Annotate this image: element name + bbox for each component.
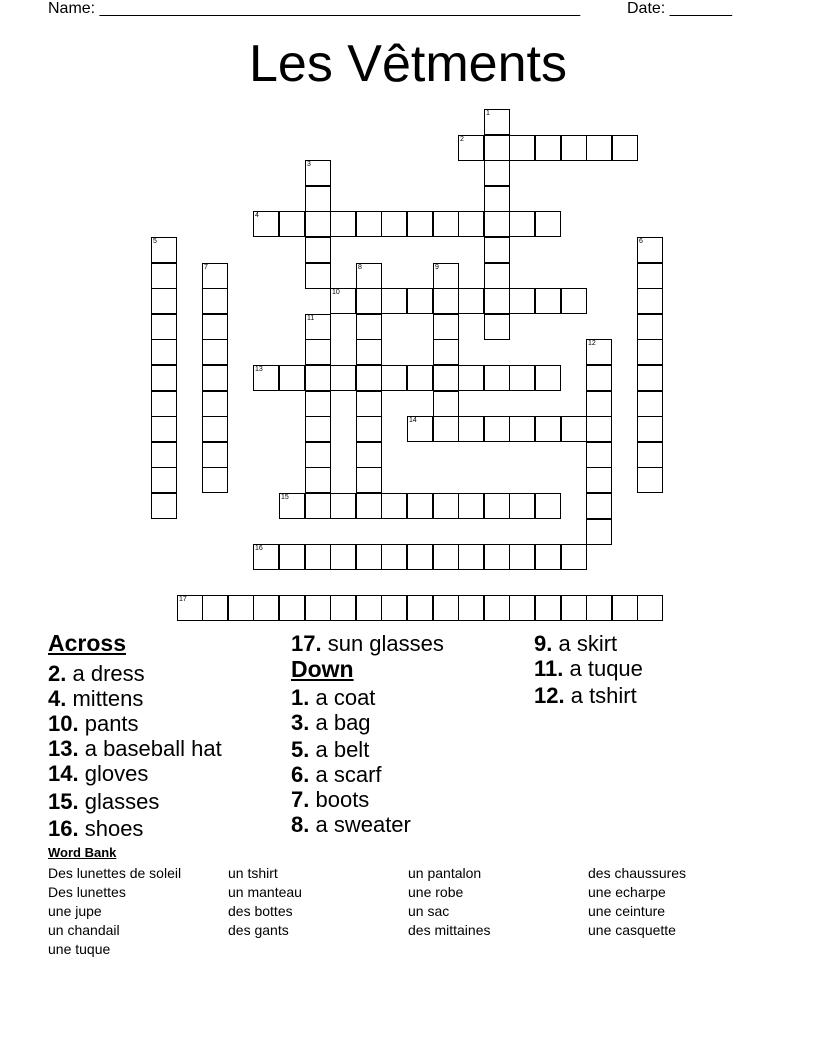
crossword-cell[interactable] xyxy=(509,544,535,570)
crossword-cell[interactable] xyxy=(305,160,331,186)
crossword-cell[interactable] xyxy=(561,416,587,442)
crossword-cell[interactable] xyxy=(509,365,535,391)
crossword-cell[interactable] xyxy=(407,595,433,621)
crossword-cell[interactable] xyxy=(586,442,612,468)
crossword-cell[interactable] xyxy=(330,288,356,314)
clue-down-6: 6. a scarf xyxy=(291,762,382,787)
crossword-cell[interactable] xyxy=(484,237,510,263)
crossword-cell[interactable] xyxy=(356,288,382,314)
crossword-cell[interactable] xyxy=(330,595,356,621)
cell-number: 11 xyxy=(307,315,315,322)
clue-down-8: 8. a sweater xyxy=(291,812,411,837)
cell-number: 16 xyxy=(255,545,263,552)
clue-down-11: 11. a tuque xyxy=(534,656,643,681)
crossword-cell[interactable] xyxy=(458,493,484,519)
crossword-cell[interactable] xyxy=(381,211,407,237)
crossword-cell[interactable] xyxy=(305,365,331,391)
cell-number: 7 xyxy=(204,264,208,271)
crossword-cell[interactable] xyxy=(202,365,228,391)
crossword-cell[interactable] xyxy=(305,391,331,417)
crossword-cell[interactable] xyxy=(407,288,433,314)
crossword-cell[interactable] xyxy=(279,365,305,391)
crossword-cell[interactable] xyxy=(535,135,561,161)
crossword-cell[interactable] xyxy=(202,442,228,468)
crossword-cell[interactable] xyxy=(381,493,407,519)
crossword-cell[interactable] xyxy=(637,467,663,493)
crossword-cell[interactable] xyxy=(356,416,382,442)
crossword-cell[interactable] xyxy=(433,365,459,391)
crossword-cell[interactable] xyxy=(637,237,663,263)
crossword-cell[interactable] xyxy=(305,416,331,442)
crossword-cell[interactable] xyxy=(330,544,356,570)
crossword-cell[interactable] xyxy=(458,595,484,621)
crossword-cell[interactable] xyxy=(586,416,612,442)
crossword-cell[interactable] xyxy=(356,442,382,468)
crossword-cell[interactable] xyxy=(509,211,535,237)
crossword-cell[interactable] xyxy=(535,288,561,314)
cell-number: 4 xyxy=(255,212,259,219)
crossword-cell[interactable] xyxy=(356,263,382,289)
crossword-cell[interactable] xyxy=(305,186,331,212)
crossword-cell[interactable] xyxy=(330,211,356,237)
clue-down-5: 5. a belt xyxy=(291,737,370,762)
crossword-cell[interactable] xyxy=(330,493,356,519)
crossword-cell[interactable] xyxy=(484,186,510,212)
word-bank-title: Word Bank xyxy=(48,845,117,860)
crossword-cell[interactable] xyxy=(458,416,484,442)
crossword-cell[interactable] xyxy=(637,391,663,417)
clue-across-15: 15. glasses xyxy=(48,789,160,814)
crossword-cell[interactable] xyxy=(151,467,177,493)
crossword-cell[interactable] xyxy=(586,493,612,519)
crossword-cell[interactable] xyxy=(433,314,459,340)
crossword-cell[interactable] xyxy=(305,237,331,263)
crossword-cell[interactable] xyxy=(484,365,510,391)
crossword-cell[interactable] xyxy=(279,544,305,570)
clue-across-13: 13. a baseball hat xyxy=(48,736,222,761)
crossword-cell[interactable] xyxy=(305,467,331,493)
crossword-cell[interactable] xyxy=(202,314,228,340)
crossword-cell[interactable] xyxy=(586,339,612,365)
word-bank-item: une echarpe xyxy=(588,884,666,900)
crossword-cell[interactable] xyxy=(253,595,279,621)
crossword-cell[interactable] xyxy=(305,314,331,340)
cell-number: 14 xyxy=(409,417,417,424)
crossword-cell[interactable] xyxy=(253,544,279,570)
cell-number: 17 xyxy=(179,596,187,603)
crossword-cell[interactable] xyxy=(484,493,510,519)
date-field[interactable]: Date: _______ xyxy=(627,0,732,17)
crossword-cell[interactable] xyxy=(637,339,663,365)
crossword-cell[interactable] xyxy=(484,263,510,289)
cell-number: 9 xyxy=(435,264,439,271)
crossword-cell[interactable] xyxy=(356,391,382,417)
crossword-cell[interactable] xyxy=(433,211,459,237)
crossword-cell[interactable] xyxy=(381,544,407,570)
crossword-cell[interactable] xyxy=(305,211,331,237)
crossword-cell[interactable] xyxy=(151,237,177,263)
crossword-cell[interactable] xyxy=(151,314,177,340)
crossword-cell[interactable] xyxy=(509,135,535,161)
crossword-cell[interactable] xyxy=(356,595,382,621)
word-bank-item: un chandail xyxy=(48,922,120,938)
crossword-cell[interactable] xyxy=(356,339,382,365)
word-bank-column-1 xyxy=(48,864,181,959)
cell-number: 8 xyxy=(358,264,362,271)
cell-number: 13 xyxy=(255,366,263,373)
word-bank-item: des chaussures xyxy=(588,865,687,881)
crossword-cell[interactable] xyxy=(433,544,459,570)
crossword-cell[interactable] xyxy=(202,263,228,289)
crossword-cell[interactable] xyxy=(407,416,433,442)
cell-number: 3 xyxy=(307,161,311,168)
crossword-cell[interactable] xyxy=(279,211,305,237)
crossword-cell[interactable] xyxy=(586,595,612,621)
cell-number: 10 xyxy=(332,289,340,296)
crossword-cell[interactable] xyxy=(637,365,663,391)
name-field[interactable]: Name: ______________________________________________________ xyxy=(48,0,581,17)
crossword-cell[interactable] xyxy=(433,288,459,314)
crossword-cell[interactable] xyxy=(407,493,433,519)
crossword-cell[interactable] xyxy=(509,493,535,519)
crossword-cell[interactable] xyxy=(305,442,331,468)
crossword-cell[interactable] xyxy=(433,263,459,289)
across-heading: Across xyxy=(48,630,126,656)
crossword-cell[interactable] xyxy=(305,595,331,621)
clues-column-3 xyxy=(534,631,643,708)
word-bank-item: un sac xyxy=(408,903,450,919)
crossword-cell[interactable] xyxy=(586,467,612,493)
crossword-cell[interactable] xyxy=(509,595,535,621)
crossword-cell[interactable] xyxy=(202,467,228,493)
crossword-cell[interactable] xyxy=(433,493,459,519)
crossword-cell[interactable] xyxy=(151,391,177,417)
crossword-cell[interactable] xyxy=(305,339,331,365)
down-heading: Down xyxy=(291,656,354,682)
crossword-cell[interactable] xyxy=(484,135,510,161)
cell-number: 2 xyxy=(460,136,464,143)
word-bank-item: une ceinture xyxy=(588,903,666,919)
clue-across-4: 4. mittens xyxy=(48,686,144,711)
word-bank-item: des bottes xyxy=(228,903,293,919)
crossword-cell[interactable] xyxy=(458,544,484,570)
crossword-cell[interactable] xyxy=(202,595,228,621)
word-bank-item: un manteau xyxy=(228,884,302,900)
crossword-cell[interactable] xyxy=(586,365,612,391)
crossword-cell[interactable] xyxy=(458,211,484,237)
crossword-cell[interactable] xyxy=(381,288,407,314)
crossword-cell[interactable] xyxy=(484,211,510,237)
crossword-cell[interactable] xyxy=(202,339,228,365)
crossword-cell[interactable] xyxy=(535,365,561,391)
crossword-cell[interactable] xyxy=(484,595,510,621)
crossword-cell[interactable] xyxy=(330,365,356,391)
clue-across-17: 17. sun glasses xyxy=(291,631,444,656)
crossword-cell[interactable] xyxy=(177,595,203,621)
crossword-cell[interactable] xyxy=(535,544,561,570)
crossword-cell[interactable] xyxy=(305,263,331,289)
crossword-cell[interactable] xyxy=(586,519,612,545)
crossword-cell[interactable] xyxy=(202,416,228,442)
crossword-cell[interactable] xyxy=(151,493,177,519)
crossword-cell[interactable] xyxy=(433,416,459,442)
crossword-cell[interactable] xyxy=(151,339,177,365)
clue-across-2: 2. a dress xyxy=(48,661,145,686)
crossword-cell[interactable] xyxy=(484,288,510,314)
word-bank-item: une jupe xyxy=(48,903,102,919)
clue-down-7: 7. boots xyxy=(291,787,370,812)
cell-number: 6 xyxy=(639,238,643,245)
crossword-cell[interactable] xyxy=(637,595,663,621)
crossword-cell[interactable] xyxy=(202,288,228,314)
crossword-cell[interactable] xyxy=(535,493,561,519)
word-bank-item: Des lunettes de soleil xyxy=(48,865,182,881)
crossword-cell[interactable] xyxy=(484,160,510,186)
clue-down-12: 12. a tshirt xyxy=(534,683,637,708)
word-bank-item: une robe xyxy=(408,884,464,900)
crossword-cell[interactable] xyxy=(509,416,535,442)
clue-down-3: 3. a bag xyxy=(291,710,371,735)
crossword-cell[interactable] xyxy=(637,416,663,442)
clue-down-1: 1. a coat xyxy=(291,685,376,710)
cell-number: 12 xyxy=(588,340,596,347)
word-bank-item: des gants xyxy=(228,922,289,938)
crossword-cell[interactable] xyxy=(279,493,305,519)
crossword-cell[interactable] xyxy=(433,595,459,621)
crossword-cell[interactable] xyxy=(561,544,587,570)
crossword-cell[interactable] xyxy=(433,391,459,417)
crossword-cell[interactable] xyxy=(407,544,433,570)
crossword-cell[interactable] xyxy=(484,544,510,570)
crossword-cell[interactable] xyxy=(586,391,612,417)
crossword-cell[interactable] xyxy=(535,211,561,237)
word-bank-item: Des lunettes xyxy=(48,884,126,900)
crossword-cell[interactable] xyxy=(637,314,663,340)
word-bank-column-2 xyxy=(228,864,302,940)
crossword-cell[interactable] xyxy=(151,416,177,442)
crossword-cell[interactable] xyxy=(253,211,279,237)
word-bank-column-3 xyxy=(408,864,490,940)
crossword-cell[interactable] xyxy=(305,493,331,519)
clue-across-16: 16. shoes xyxy=(48,816,144,841)
crossword-cell[interactable] xyxy=(637,263,663,289)
clue-across-14: 14. gloves xyxy=(48,761,149,786)
crossword-cell[interactable] xyxy=(561,288,587,314)
crossword-cell[interactable] xyxy=(356,211,382,237)
crossword-cell[interactable] xyxy=(407,211,433,237)
crossword-cell[interactable] xyxy=(561,595,587,621)
crossword-cell[interactable] xyxy=(509,288,535,314)
crossword-cell[interactable] xyxy=(151,288,177,314)
crossword-cell[interactable] xyxy=(535,416,561,442)
crossword-cell[interactable] xyxy=(433,339,459,365)
crossword-cell[interactable] xyxy=(151,365,177,391)
clues-column-1 xyxy=(48,631,222,841)
crossword-cell[interactable] xyxy=(279,595,305,621)
crossword-cell[interactable] xyxy=(561,135,587,161)
crossword-cell[interactable] xyxy=(458,288,484,314)
crossword-cell[interactable] xyxy=(535,595,561,621)
crossword-cell[interactable] xyxy=(356,365,382,391)
crossword-cell[interactable] xyxy=(586,135,612,161)
cell-number: 1 xyxy=(486,110,490,117)
crossword-cell[interactable] xyxy=(484,314,510,340)
cell-number: 15 xyxy=(281,494,289,501)
word-bank-item: des mittaines xyxy=(408,922,491,938)
crossword-cell[interactable] xyxy=(637,288,663,314)
clues-column-2 xyxy=(291,631,444,837)
crossword-cell[interactable] xyxy=(381,365,407,391)
crossword-cell[interactable] xyxy=(637,442,663,468)
crossword-cell[interactable] xyxy=(407,365,433,391)
crossword-cell[interactable] xyxy=(151,442,177,468)
crossword-cell[interactable] xyxy=(228,595,254,621)
clue-across-10: 10. pants xyxy=(48,711,139,736)
crossword-cell[interactable] xyxy=(356,544,382,570)
crossword-cell[interactable] xyxy=(381,595,407,621)
word-bank-column-4 xyxy=(588,864,686,940)
crossword-cell[interactable] xyxy=(356,314,382,340)
cell-number: 5 xyxy=(153,238,157,245)
crossword-cell[interactable] xyxy=(356,467,382,493)
clue-down-9: 9. a skirt xyxy=(534,631,618,656)
word-bank-item: un tshirt xyxy=(228,865,278,881)
page-title: Les Vêtments xyxy=(249,35,567,93)
crossword-cell[interactable] xyxy=(484,109,510,135)
crossword-cell[interactable] xyxy=(356,493,382,519)
crossword-cell[interactable] xyxy=(151,263,177,289)
crossword-cell[interactable] xyxy=(612,595,638,621)
crossword-cell[interactable] xyxy=(202,391,228,417)
crossword-cell[interactable] xyxy=(458,365,484,391)
word-bank-item: une tuque xyxy=(48,941,111,957)
crossword-cell[interactable] xyxy=(484,416,510,442)
crossword-cell[interactable] xyxy=(458,135,484,161)
word-bank-item: une casquette xyxy=(588,922,676,938)
crossword-cell[interactable] xyxy=(612,135,638,161)
word-bank-item: un pantalon xyxy=(408,865,482,881)
crossword-cell[interactable] xyxy=(253,365,279,391)
crossword-cell[interactable] xyxy=(305,544,331,570)
